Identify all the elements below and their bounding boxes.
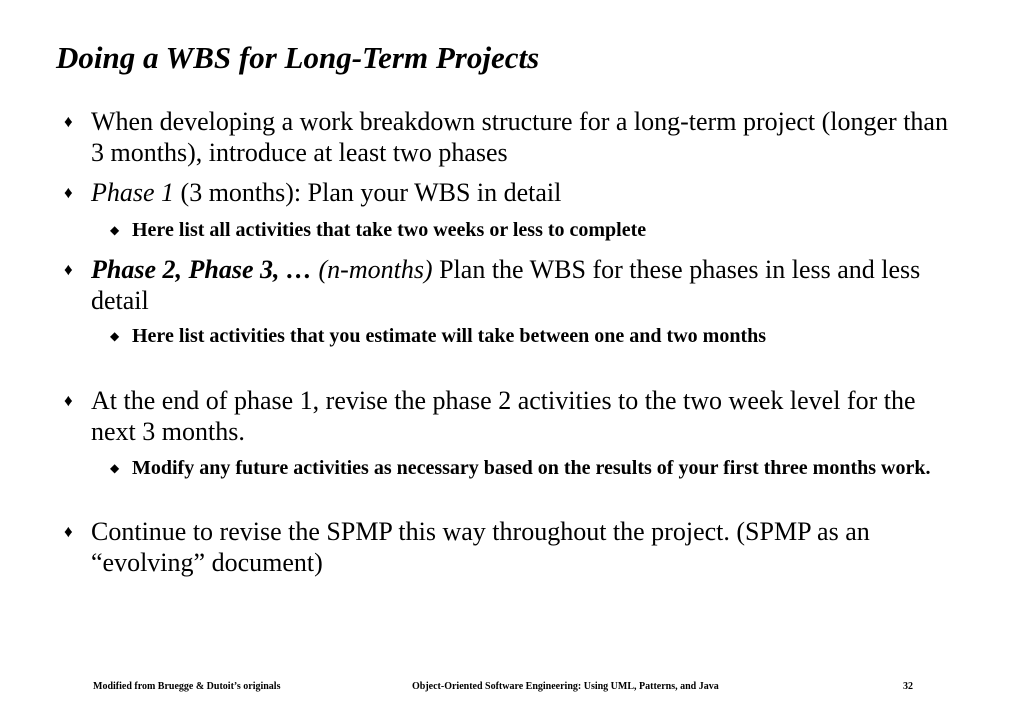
diamond-bullet-icon: ♦ [64, 522, 73, 541]
diamond-bullet-icon: ♦ [64, 112, 73, 131]
sub-bullet-item [110, 323, 970, 349]
bullet-text: When developing a work breakdown structure for a long-term project (longer than 3 months), introduce at least two phases [91, 107, 948, 167]
bullet-text [91, 177, 964, 208]
footer-book-title: Object-Oriented Software Engineering: Using UML, Patterns, and Java [412, 681, 719, 692]
page-number: 32 [903, 681, 913, 692]
sub-bullet-item [110, 217, 970, 243]
bullet-text: At the end of phase 1, revise the phase 2 activities to the two week level for the next 3 months. [91, 386, 916, 446]
sub-bullet-text: Here list all activities that take two weeks or less to complete [132, 219, 647, 241]
bullet-item [64, 254, 964, 316]
phase-2-3-desc: Plan the WBS for these phases in less and less detail [91, 255, 921, 315]
phase-1-label: Phase 1 [91, 178, 175, 207]
phase-1-desc: (3 months): Plan your WBS in detail [174, 178, 562, 207]
footer-credit: Modified from Bruegge & Dutoit’s originals [93, 681, 281, 692]
diamond-sub-bullet-icon: ◆ [110, 461, 120, 475]
diamond-bullet-icon: ♦ [64, 183, 73, 202]
sub-bullet-text: Here list activities that you estimate will take between one and two months [132, 325, 767, 347]
phase-2-3-label: Phase 2, Phase 3, … [91, 255, 319, 284]
bullet-item [64, 516, 964, 578]
diamond-sub-bullet-icon: ◆ [110, 329, 120, 343]
bullet-text [91, 254, 964, 316]
slide-title: Doing a WBS for Long-Term Projects [56, 40, 540, 75]
diamond-bullet-icon: ♦ [64, 260, 73, 279]
diamond-bullet-icon: ♦ [64, 391, 73, 410]
bullet-text: Continue to revise the SPMP this way throughout the project. (SPMP as an “evolving” document) [91, 517, 870, 577]
bullet-item [64, 385, 964, 447]
diamond-sub-bullet-icon: ◆ [110, 223, 120, 237]
sub-bullet-text: Modify any future activities as necessary based on the results of your first three months work. [132, 457, 931, 479]
bullet-item [64, 106, 964, 168]
n-months-label: (n-months) [318, 255, 433, 284]
sub-bullet-item [110, 455, 970, 481]
bullet-item [64, 177, 964, 208]
